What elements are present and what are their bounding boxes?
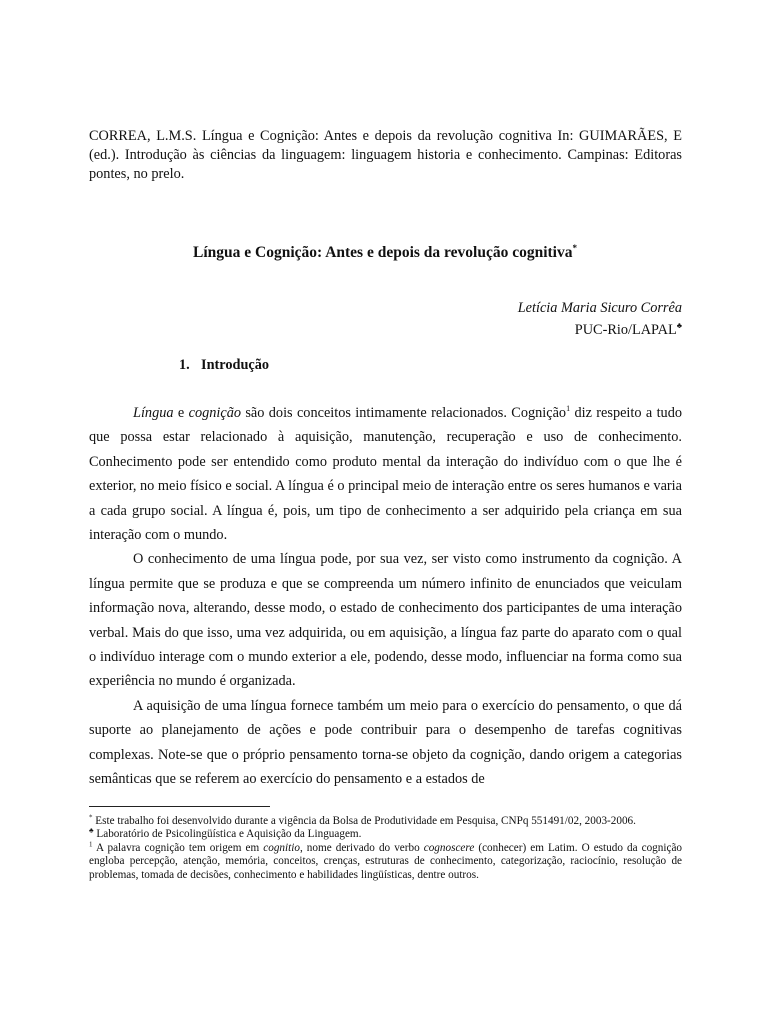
term-lingua: Língua	[133, 405, 174, 421]
footnote-1-text-c: (conhecer) em Latim. O estudo da cognição engloba percepção, atenção, memória, conceitos, crenças, estruturas de conhecimento, categorização, raciocínio, resolução de problemas, tomada de decisões, conhecimento e habilidades lingüísticas, dentre outros.	[89, 841, 682, 881]
footnote-club	[89, 828, 682, 841]
footnote-star-mark: *	[89, 813, 93, 822]
paragraph-1	[89, 401, 682, 547]
footnote-1	[89, 842, 682, 882]
title-footnote-mark: *	[572, 243, 577, 253]
section-heading	[179, 357, 269, 374]
affiliation-text: PUC-Rio/LAPAL	[574, 321, 677, 338]
paragraph-1-text-a: são dois conceitos intimamente relacionados. Cognição	[241, 405, 567, 421]
author-affiliation	[518, 317, 682, 339]
affiliation-footnote-mark: ♣	[676, 321, 682, 330]
footnote-ref-1: 1	[566, 404, 571, 414]
term-cognitio: cognitio	[263, 841, 300, 854]
citation-reference: CORREA, L.M.S. Língua e Cognição: Antes e depois da revolução cognitiva In: GUIMARÃES, E (ed.). Introdução às ciências da linguagem: linguagem historia e conhecimento. Campinas: Editoras pontes, no prelo.	[89, 128, 682, 182]
footnote-club-mark: ♣	[89, 826, 94, 835]
conjunction: e	[173, 405, 189, 421]
footnote-1-mark: 1	[89, 840, 93, 849]
footnote-1-text-a: A palavra cognição tem origem em	[92, 841, 264, 854]
paragraph-3: A aquisição de uma língua fornece também um meio para o exercício do pensamento, o que dá suporte ao planejamento de ações e pode contribuir para o desempenho de tarefas cognitivas complexas. Note-se que o próprio pensamento torna-se objeto da cognição, dando origem a categorias semânticas que se referem ao exercício do pensamento e a estados de	[89, 697, 682, 788]
author-name: Letícia Maria Sicuro Corrêa	[517, 300, 682, 316]
footnote-club-text: Laboratório de Psicolingüística e Aquisição da Linguagem.	[93, 828, 362, 841]
paragraph-1-text-b: diz respeito a tudo que possa estar relacionado à aquisição, manutenção, recuperação e uso de conhecimento. Conhecimento pode ser entendido como produto mental da interação do indivíduo com o que lhe é exterior, no meio físico e social. A língua é o principal meio de interação entre os seres humanos e varia a cada grupo social. A língua é, pois, um tipo de conhecimento a ser adquirido pela criança em sua interação com o mundo.	[89, 405, 682, 544]
footnote-star	[89, 815, 682, 828]
body-text	[89, 401, 682, 792]
footnote-1-text-b: , nome derivado do verbo	[299, 841, 424, 854]
paper-title-text: Língua e Cognição: Antes e depois da revolução cognitiva	[193, 244, 573, 262]
paragraph-2: O conhecimento de uma língua pode, por sua vez, ser visto como instrumento da cognição. A língua permite que se produza e que se compreenda um número infinito de enunciados que veiculam informação nova, alterando, desse modo, o estado de conhecimento dos participantes de uma interação verbal. Mais do que isso, uma vez adquirida, ou em aquisição, a língua faz parte do aparato com o qual o indivíduo interage com o mundo exterior a ele, podendo, desse modo, influenciar na forma como sua experiência no mundo é organizada.	[89, 551, 682, 690]
term-cognicao: cognição	[188, 405, 241, 421]
term-cognoscere: cognoscere	[423, 841, 475, 854]
section-number: 1.	[179, 357, 190, 373]
paper-title	[0, 243, 770, 262]
section-title: Introdução	[201, 357, 270, 373]
footnote-separator	[89, 806, 270, 807]
footnote-star-text: Este trabalho foi desenvolvido durante a vigência da Bolsa de Produtividade em Pesquisa, CNPq 551491/02, 2003-2006.	[92, 815, 636, 827]
author-block	[518, 300, 682, 339]
footnotes	[89, 815, 682, 882]
